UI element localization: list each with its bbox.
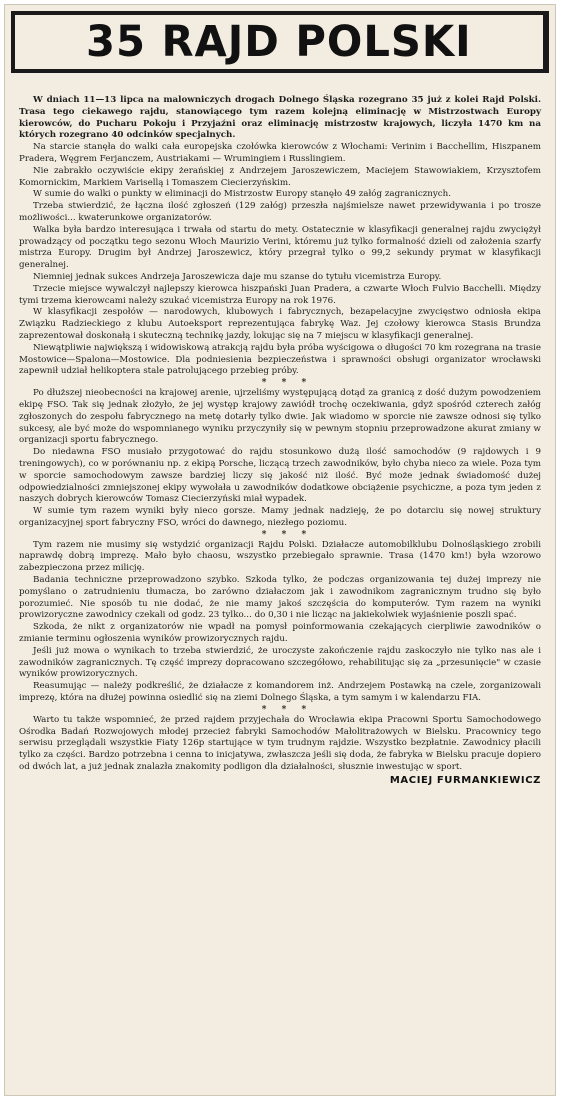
paragraph: Tym razem nie musimy się wstydzić organizacji Rajdu Polski. Działacze automobilklubu Dolnośląskiego zrobili naprawdę dobrą imprezę. Mało było chaosu, wszystko przebiegało sprawnie. Trasa (1470 km!) była wzorowo zabezpieczona przez milicję. (19, 539, 541, 574)
section-2 (19, 388, 541, 530)
section-3 (19, 540, 541, 705)
headline: 35 RAJD POLSKI (86, 17, 472, 67)
newspaper-clipping (4, 4, 556, 1096)
paragraph: Trzeba stwierdzić, że łączna ilość zgłoszeń (129 załóg) przeszła najśmielsze nawet przewidywania i po trosze możliwości... kwaterunkowe organizatorów. (19, 201, 541, 223)
paragraph: W klasyfikacji zespołów — narodowych, klubowych i fabrycznych, bezapelacyjne zwycięstwo odniosła ekipa Związku Radzieckiego z klubu Autoeksport reprezentująca fabrykę Waz. Jej czołowy kierowca Stasis Brundza zaprezentował doskonałą i skuteczną technikę jazdy, lokując się na 7 miejscu w klasyfikacji generalnej. (19, 307, 541, 341)
paragraph: Do niedawna FSO musiało przygotować do rajdu stosunkowo dużą ilość samochodów (9 rajdowych i 9 treningowych), co w porównaniu np. z ekipą Porsche, liczącą trzech zawodników, było chyba nieco za wiele. Poza tym w sporcie samochodowym zawsze bardziej liczy się jakość niż ilość. Być może jednak świadomość dużej odpowiedzialności zmniejszonej ekipy wywołała u zawodników dodatkowe obciążenie psychiczne, a poza tym jeden z naszych dobrych kierowców Tomasz Ciecierzyński miał wypadek. (19, 447, 541, 505)
author-signature: MACIEJ FURMANKIEWICZ (389, 774, 541, 786)
lead-paragraph: W dniach 11—13 lipca na malowniczych drogach Dolnego Śląska rozegrano 35 już z kolei Rajd Polski. Trasa tego ciekawego rajdu, stanowiącego tym razem kolejną eliminację w Mistrzostwach Europy kierowców, do Pucharu Pokoju i Przyjaźni oraz eliminację mistrzostw krajowych, liczyła 1470 km na których rozegrano 40 odcinków specjalnych. (19, 95, 541, 141)
paragraph: Niemniej jednak sukces Andrzeja Jaroszewicza daje mu szanse do tytułu vicemistrza Europy. (33, 271, 442, 282)
section-separator: * * * (261, 529, 313, 540)
paragraph: Jeśli już mowa o wynikach to trzeba stwierdzić, że uroczyste zakończenie rajdu zaskoczyło nie tylko nas ale i zawodników zagranicznych. Tę część imprezy dopracowano szczegółowo, rehabilitując się za „przesunięcie" w czasie wyników prowizorycznych. (19, 645, 541, 680)
paragraph: W sumie do walki o punkty w eliminacji do Mistrzostw Europy stanęło 49 załóg zagranicznych. (33, 189, 452, 200)
paragraph: Po dłuższej nieobecności na krajowej arenie, ujrzeliśmy występującą dotąd za granicą z dość dużym powodzeniem ekipę FSO. Tak się jednak złożyło, że jej występ krajowy zawiódł trochę oczekiwania, gdyż spośród czterech załóg zgłoszonych do zespołu fabrycznego na metę dotarły tylko dwie. Jak wiadomo w sporcie nie zawsze odnosi się tylko sukcesy, ale być może do wspomnianego wyniku przyczyniły się w pewnym stopniu przeprowadzone akurat zmiany w organizacji sportu fabrycznego. (19, 388, 541, 446)
paragraph: Niewątpliwie największą i widowiskową atrakcją rajdu była próba wyścigowa o długości 70 km rozegrana na trasie Mostowice—Spalona—Mostowice. Dla podniesienia bezpieczeństwa i sprawności obsługi organizator wrocławski zapewnił udział helikoptera stale patrolującego przebieg próby. (19, 342, 541, 377)
article-body (19, 95, 541, 787)
section-separator: * * * (261, 704, 313, 715)
paragraph: W sumie tym razem wyniki były nieco gorsze. Mamy jednak nadzieję, że po dotarciu się nowej struktury organizacyjnej sport fabryczny FSO, wróci do dawnego, niezłego poziomu. (19, 506, 541, 528)
headline-box (11, 11, 549, 73)
section-1 (19, 142, 541, 378)
paragraph: Reasumując — należy podkreślić, że działacze z komandorem inż. Andrzejem Postawką na czele, zorganizowali imprezę, która na dłużej powinna osiedlić się na ziemi Dolnego Śląska, a tym samym i w kalendarzu FIA. (19, 681, 541, 704)
paragraph: Warto tu także wspomnieć, że przed rajdem przyjechała do Wrocławia ekipa Pracowni Sportu Samochodowego Ośrodka Badań Rozwojowych młodej przecież fabryki Samochodów Małolitrażowych w Bielsku. Pracownicy tego serwisu przeglądali wszystkie Fiaty 126p startujące w tym trudnym rajdzie. Wszystko bezpłatnie. Zawodnicy płacili tylko za części. Bardzo potrzebna i cenna to inicjatywa, zwłaszcza jeśli się doda, że fabryka w Bielsku pracuje dopiero od dwóch lat, a już jednak znalazła znakomity podligon dla działalności, słusznie inwestując w sport. (19, 714, 541, 773)
paragraph: Nie zabrakło oczywiście ekipy żerańskiej z Andrzejem Jaroszewiczem, Maciejem Stawowiakiem, Krzysztofem Komornickim, Markiem Varisellą i Tomaszem Ciecierzyńskim. (19, 165, 541, 188)
paragraph: Walka była bardzo interesująca i trwała od startu do mety. Ostatecznie w klasyfikacji generalnej rajdu zwyciężył prowadzący od początku tego sezonu Włoch Maurizio Verini, któremu już tylko formalność dzieli od założenia szarfy mistrza Europy. Drugim był Andrzej Jaroszewicz, który przegrał tylko o 99,2 sekundy prymat w klasyfikacji generalnej. (19, 224, 541, 271)
section-separator: * * * (261, 378, 313, 389)
paragraph: Na starcie stanęła do walki cała europejska czołówka kierowców z Włochami: Verinim i Bacchellim, Hiszpanem Pradera, Węgrem Ferjanczem, Austriakami — Wrumingiem i Russlingiem. (19, 142, 541, 164)
paragraph: Szkoda, że nikt z organizatorów nie wpadł na pomysł poinformowania czekających cierpliwie zawodników o zmianie terminu ogłoszenia wyników prowizorycznych rajdu. (19, 622, 541, 645)
paragraph: Badania techniczne przeprowadzono szybko. Szkoda tylko, że podczas organizowania tej dużej imprezy nie pomyślano o zatrudnieniu tłumacza, bo zarówno działaczom jak i zawodnikom zagranicznym trudno się było porozumieć. Nie sposób tu nie dodać, że nie mamy jakoś szczęścia do komputerów. Tym razem na wyniki prowizoryczne zawodnicy czekali od godz. 23 tylko... do 0,30 i nie licząc na jakiekolwiek wyjaśnienie poszli spać. (19, 575, 541, 621)
section-4 (19, 715, 541, 774)
paragraph: Trzecie miejsce wywalczył najlepszy kierowca hiszpański Juan Pradera, a czwarte Włoch Fulvio Bacchelli. Między tymi trzema kierowcami należy szukać vicemistrza Europy na rok 1976. (19, 283, 541, 306)
